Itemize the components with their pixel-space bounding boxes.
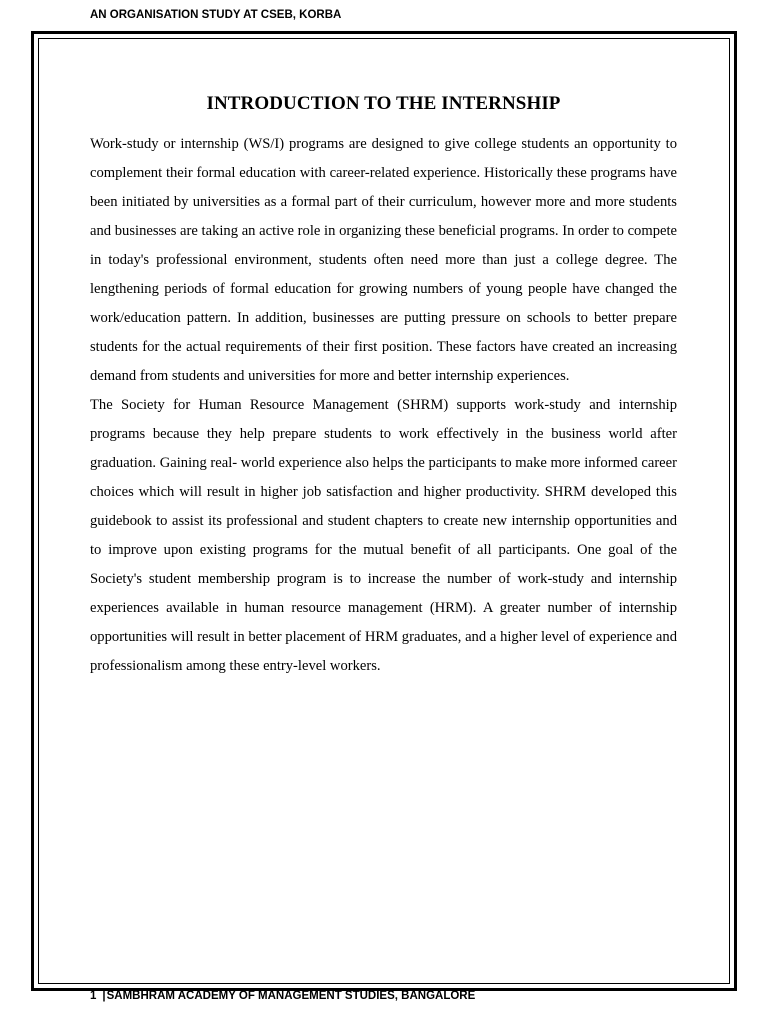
paragraph-2: The Society for Human Resource Management (SHRM) supports work-study and internship programs because they help prepare students to work effectively in the business world after graduation. Gaining real- world experience also helps the participants to make more informed career choices which will result in higher job satisfaction and higher productivity. SHRM developed this guidebook to assist its professional and student chapters to create new internship opportunities and to improve upon existing programs for the mutual benefit of all participants. One goal of the Society's student membership program is to increase the number of work-study and internship experiences available in human resource management (HRM). A greater number of internship opportunities will result in better placement of HRM graduates, and a higher level of experience and professionalism among these entry-level workers. [90, 397, 677, 674]
page-content [90, 90, 677, 681]
page-title: INTRODUCTION TO THE INTERNSHIP [206, 93, 561, 114]
footer-text: SAMBHRAM ACADEMY OF MANAGEMENT STUDIES, BANGALORE [106, 990, 476, 1002]
footer-separator: | [102, 990, 106, 1002]
running-footer [90, 990, 475, 1002]
running-header: AN ORGANISATION STUDY AT CSEB, KORBA [90, 9, 342, 21]
page-number: 1 [90, 990, 97, 1002]
paragraph-1: Work-study or internship (WS/I) programs are designed to give college students an opportunity to complement their formal education with career-related experience. Historically these programs have been initiated by universities as a formal part of their curriculum, however more and more students and businesses are taking an active role in organizing these beneficial programs. In order to compete in today's professional environment, students often need more than just a college degree. The lengthening periods of formal education for growing numbers of young people have changed the work/education pattern. In addition, businesses are putting pressure on schools to better prepare students for the actual requirements of their first position. These factors have created an increasing demand from students and universities for more and better internship experiences. [90, 136, 677, 384]
